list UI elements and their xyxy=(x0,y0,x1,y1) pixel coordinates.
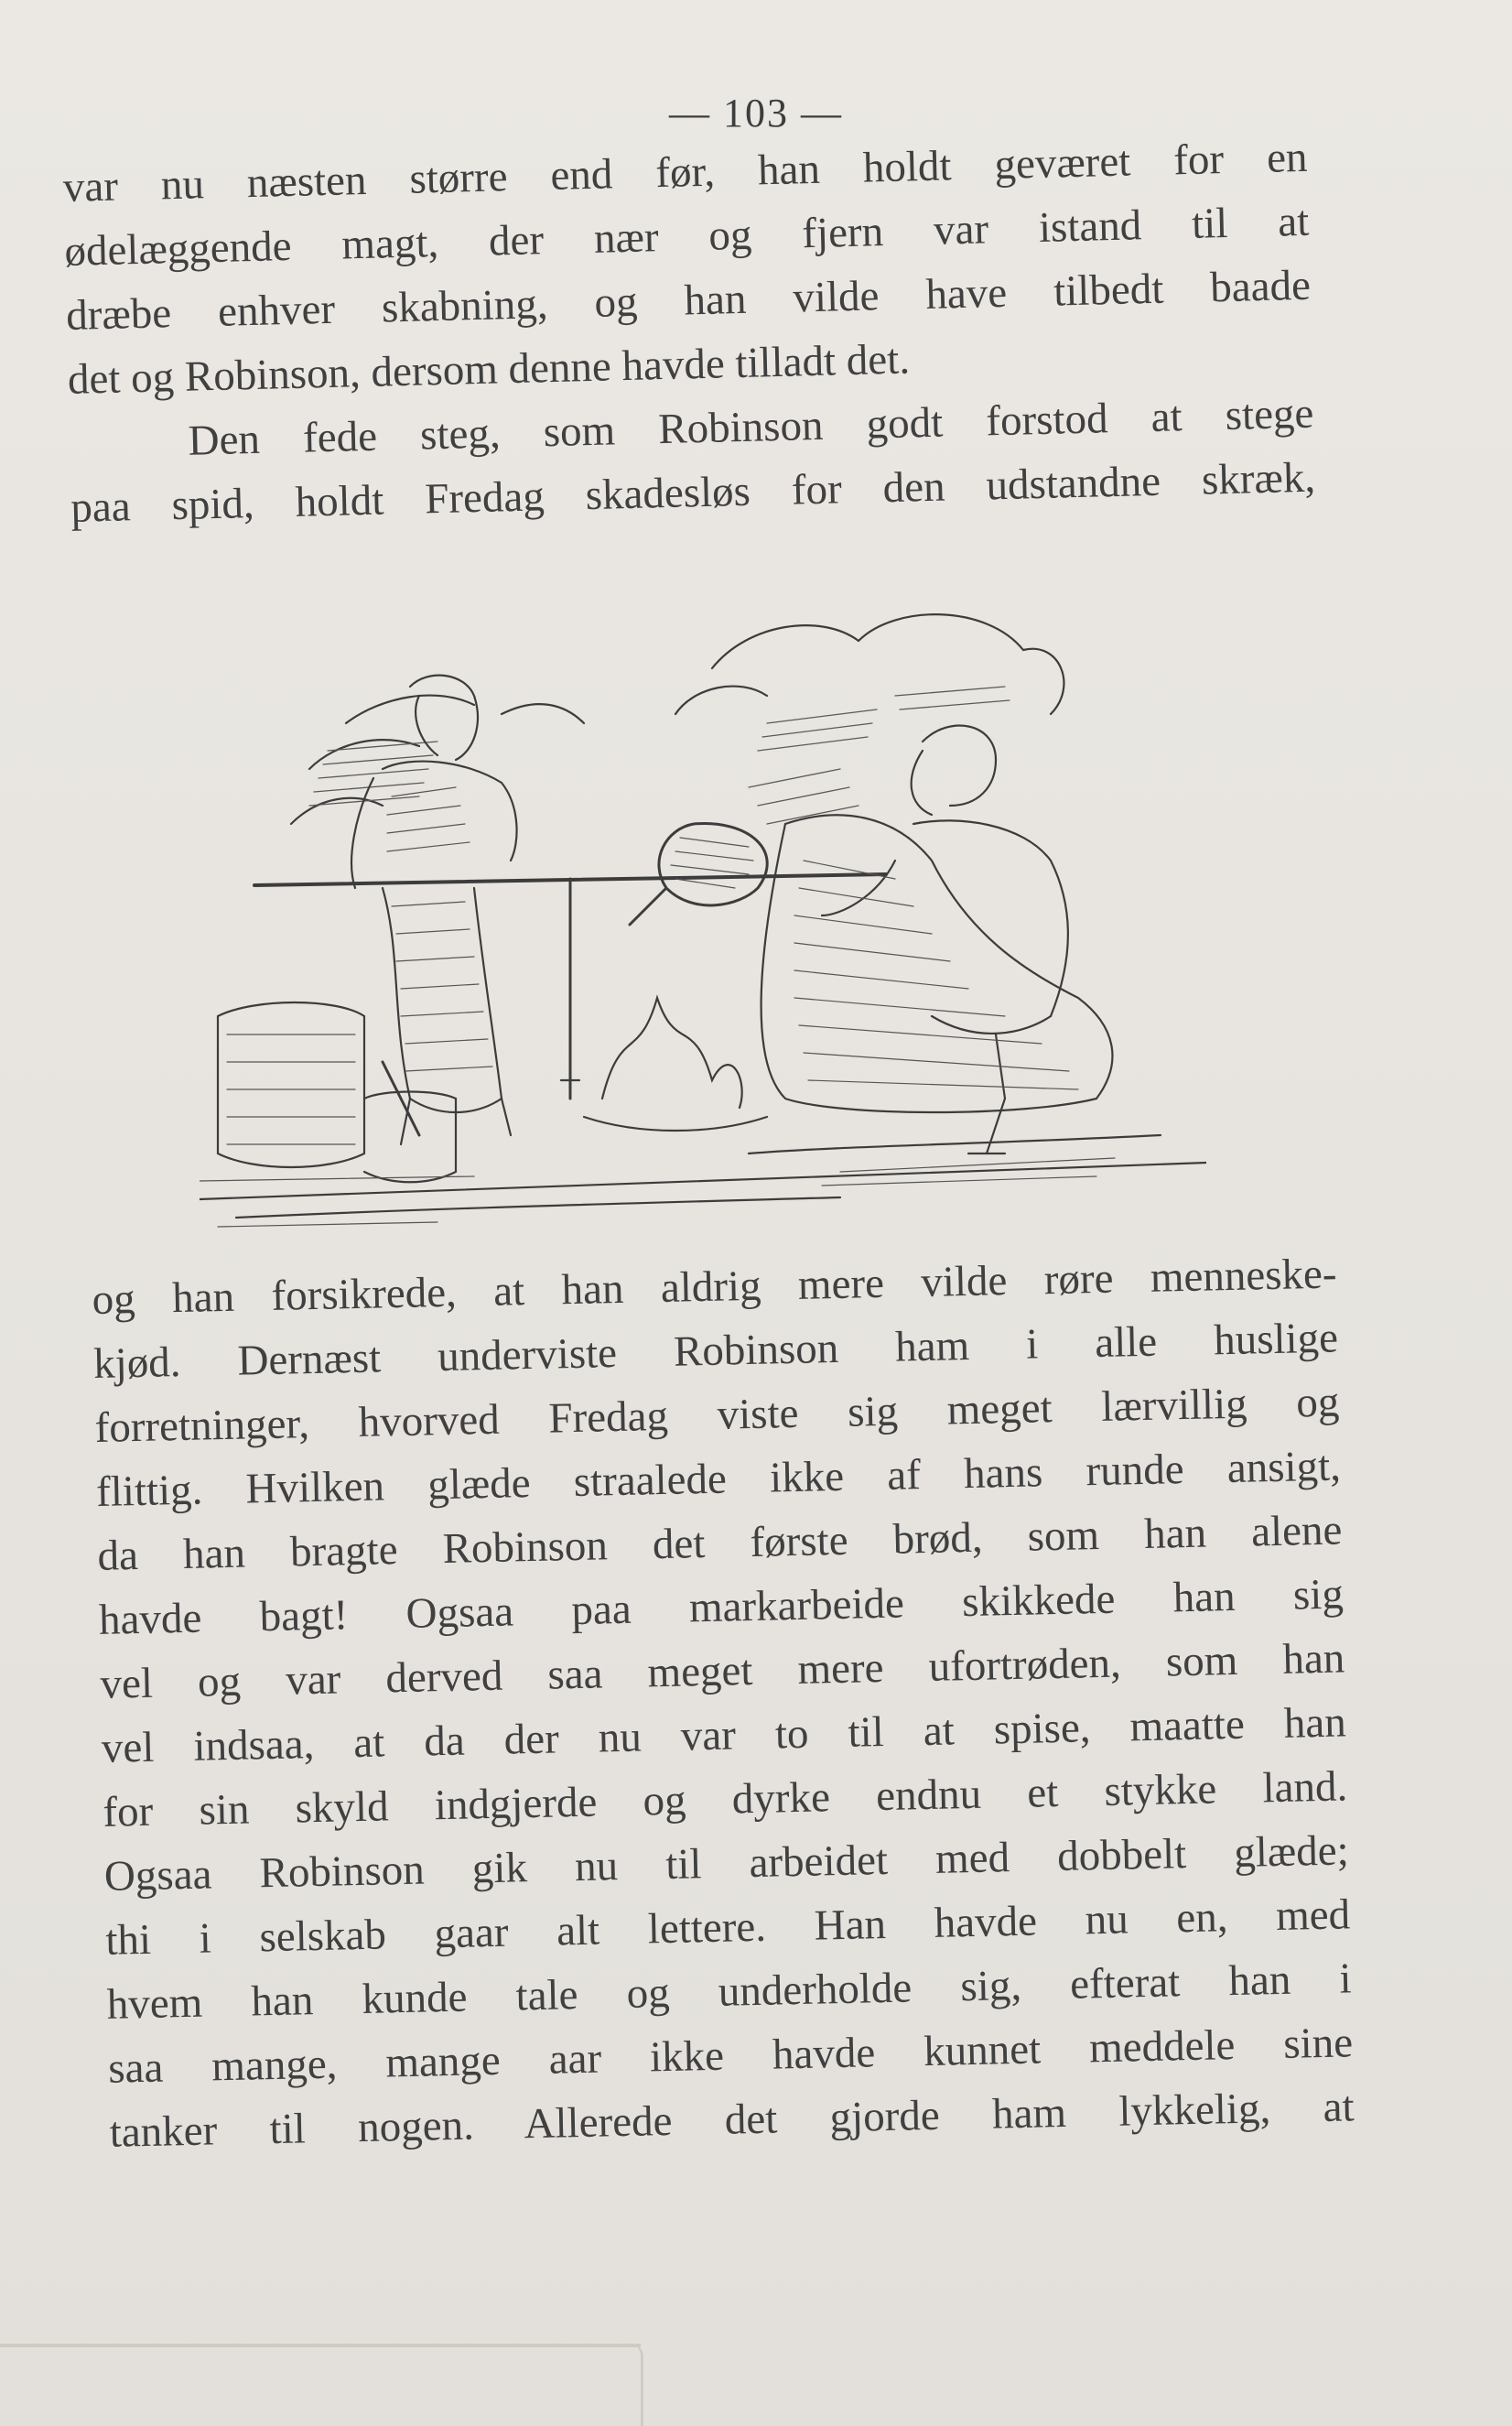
text-line: hvem han kunde tale og underholde sig, efterat han i xyxy=(106,1955,1353,2029)
text-block-top xyxy=(62,125,1316,540)
text-line: paa spid, holdt Fredag skadesløs for den udstandne skræk, xyxy=(70,453,1316,532)
text-line: ødelæggende magt, der nær og fjern var istand til at xyxy=(63,197,1310,276)
text-line: havde bagt! Ogsaa paa markarbeide skikkede han sig xyxy=(98,1570,1345,1644)
text-line: tanker til nogen. Allerede det gjorde ham lykkelig, at xyxy=(109,2083,1355,2157)
page-number: — 103 — xyxy=(669,91,843,135)
text-line: var nu næsten større end før, han holdt geværet for en xyxy=(62,133,1309,211)
text-line: flittig. Hvilken glæde straalede ikke af hans runde ansigt, xyxy=(95,1442,1342,1516)
text-line: vel indsaa, at da der nu var to til at spise, maatte han xyxy=(101,1698,1347,1772)
text-block-bottom xyxy=(92,1242,1355,2165)
text-line: Ogsaa Robinson gik nu til arbeidet med dobbelt glæde; xyxy=(103,1826,1350,1901)
text-line: det og Robinson, dersom denne havde tilladt det. xyxy=(67,335,911,404)
text-line: dræbe enhver skabning, og han vilde have tilbedt baade xyxy=(65,261,1312,340)
text-line: forretninger, hvorved Fredag viste sig meget lærvillig og xyxy=(94,1378,1340,1452)
text-line: og han forsikrede, at han aldrig mere vilde røre menneske- xyxy=(92,1250,1337,1324)
page-edge-shadow xyxy=(0,2344,641,2347)
text-line: thi i selskab gaar alt lettere. Han havde nu en, med xyxy=(104,1890,1351,1965)
engraving-illustration xyxy=(200,586,1206,1245)
text-line: vel og var derved saa meget mere ufortrøden, som han xyxy=(99,1634,1345,1708)
text-line: saa mange, mange aar ikke havde kunnet meddele sine xyxy=(107,2019,1354,2093)
text-line: Den fede steg, som Robinson godt forstod at stege xyxy=(188,389,1314,465)
text-line: kjød. Dernæst underviste Robinson ham i alle huslige xyxy=(92,1314,1339,1388)
text-line: for sin skyld indgjerde og dyrke endnu et stykke land. xyxy=(102,1762,1348,1836)
text-line: da han bragte Robinson det første brød, som han alene xyxy=(97,1506,1343,1580)
page-edge-corner xyxy=(622,2344,643,2426)
